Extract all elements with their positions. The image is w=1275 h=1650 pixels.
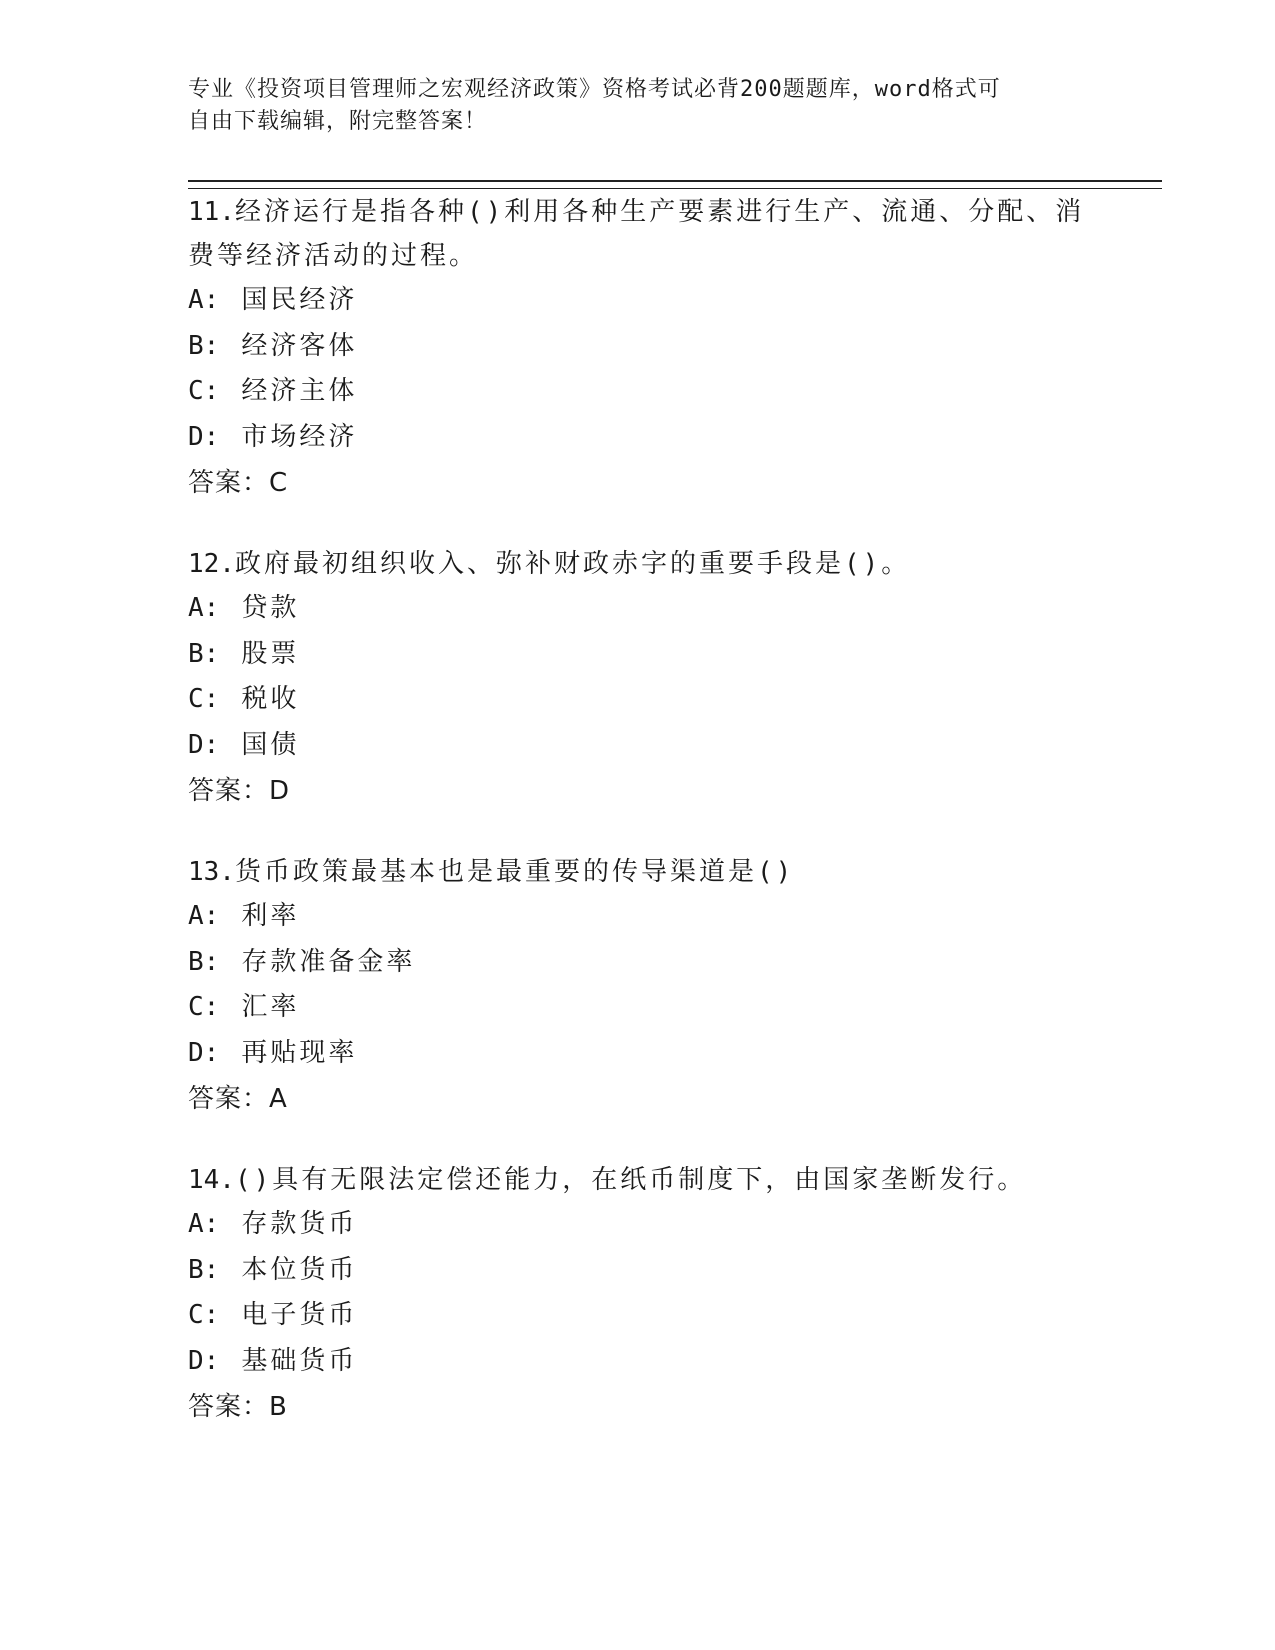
answer: 答案：B [188,1392,288,1422]
question-stem-text: 政府最初组织收入、弥补财政赤字的重要手段是()。 [234,549,911,579]
option-key: A: [188,1209,220,1239]
option-key: B: [188,330,220,361]
option-key: A: [188,901,220,931]
option-c [188,1293,1088,1339]
option-key: B: [188,946,220,977]
option-c [188,369,1088,415]
option-text: 税收 [241,684,300,714]
option-c [188,985,1088,1031]
option-text: 利率 [241,901,300,931]
option-a [188,894,1088,940]
option-text: 经济客体 [241,330,358,361]
question-stem-continued: 费等经济活动的过程。 [188,241,479,271]
option-key: C: [188,1300,220,1330]
option-d [188,1031,1088,1077]
question-stem-text: 经济运行是指各种()利用各种生产要素进行生产、流通、分配、消 [234,197,1085,227]
option-key: A: [188,593,220,623]
question-13 [188,850,1088,1122]
option-key: A: [188,285,220,315]
option-text: 经济主体 [241,376,358,406]
question-stem [188,190,1088,234]
question-number: 13. [188,857,235,887]
option-text: 电子货币 [241,1300,358,1330]
question-stem-text: ()具有无限法定偿还能力，在纸币制度下，由国家垄断发行。 [234,1165,1027,1195]
option-text: 股票 [241,638,300,669]
question-stem [188,542,1088,586]
option-text: 再贴现率 [241,1037,358,1068]
option-b [188,1248,1088,1294]
question-12 [188,542,1088,814]
option-key: C: [188,992,220,1022]
option-text: 贷款 [241,593,300,623]
question-14 [188,1158,1088,1430]
question-number: 12. [188,549,235,579]
option-text: 存款货币 [241,1209,358,1239]
option-key: D: [188,421,220,452]
option-a [188,586,1088,632]
option-a [188,278,1088,324]
option-c [188,677,1088,723]
question-11 [188,190,1088,506]
option-key: D: [188,1345,220,1376]
option-text: 国民经济 [241,285,358,315]
option-b [188,940,1088,986]
option-d [188,723,1088,769]
option-key: C: [188,376,220,406]
answer: 答案：D [188,776,291,806]
option-b [188,324,1088,370]
option-text: 国债 [241,729,300,760]
question-list [188,190,1088,1466]
option-d [188,415,1088,461]
option-key: D: [188,729,220,760]
option-key: B: [188,638,220,669]
header-line: 自由下载编辑，附完整答案！ [188,109,488,134]
option-d [188,1339,1088,1385]
option-text: 本位货币 [241,1254,358,1285]
question-number: 14. [188,1165,235,1195]
option-a [188,1202,1088,1248]
option-text: 市场经济 [241,421,358,452]
answer: 答案：C [188,468,289,498]
option-key: C: [188,684,220,714]
option-b [188,632,1088,678]
option-key: B: [188,1254,220,1285]
question-number: 11. [188,197,235,227]
option-key: D: [188,1037,220,1068]
question-stem [188,850,1088,894]
question-stem-text: 货币政策最基本也是最重要的传导渠道是() [234,857,795,887]
answer: 答案：A [188,1084,288,1114]
option-text: 汇率 [241,992,300,1022]
option-text: 基础货币 [241,1345,358,1376]
question-stem [188,1158,1088,1202]
document-header [188,74,1088,138]
header-line: 专业《投资项目管理师之宏观经济政策》资格考试必背200题题库，word格式可 [188,77,1001,102]
option-text: 存款准备金率 [241,946,416,977]
header-divider [188,180,1162,189]
